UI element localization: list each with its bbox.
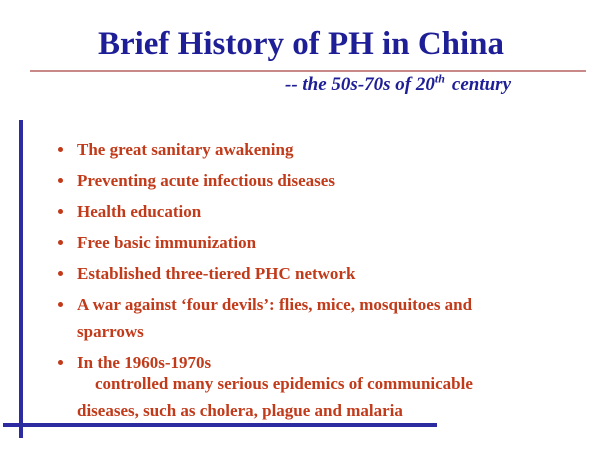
bullet-icon bbox=[55, 349, 77, 376]
bullet-text: Health education bbox=[77, 202, 202, 221]
list-item bbox=[55, 198, 555, 225]
bullet-icon bbox=[55, 291, 77, 345]
bullet-text: Preventing acute infectious diseases bbox=[77, 171, 335, 190]
bullet-icon bbox=[55, 198, 77, 225]
subtitle-text: -- the 50s-70s of 20 bbox=[285, 74, 435, 95]
bullet-icon bbox=[55, 136, 77, 163]
left-accent-bar bbox=[19, 120, 23, 438]
detail-line: controlled many serious epidemics of communicable bbox=[95, 374, 473, 393]
list-item bbox=[55, 260, 555, 287]
bullet-icon bbox=[55, 260, 77, 287]
list-item bbox=[55, 136, 555, 163]
subtitle-text-end: century bbox=[451, 74, 512, 95]
list-item bbox=[55, 167, 555, 194]
detail-line: diseases, such as cholera, plague and malaria bbox=[77, 401, 403, 420]
slide-subtitle bbox=[285, 71, 512, 96]
bullet-text: In the 1960s-1970s bbox=[77, 353, 212, 372]
bullet-text: Established three-tiered PHC network bbox=[77, 264, 356, 283]
bullet-icon bbox=[55, 167, 77, 194]
bullet-text: Free basic immunization bbox=[77, 233, 257, 252]
list-item bbox=[55, 229, 555, 256]
bullet-text: The great sanitary awakening bbox=[77, 140, 294, 159]
subtitle-superscript: th bbox=[434, 71, 445, 86]
bullet-icon bbox=[55, 229, 77, 256]
detail-paragraph bbox=[77, 370, 557, 424]
slide-title: Brief History of PH in China bbox=[97, 26, 505, 62]
list-item bbox=[55, 291, 555, 345]
bullet-list bbox=[55, 136, 555, 380]
title-underline bbox=[30, 70, 586, 72]
bullet-text: A war against ‘four devils’: flies, mice, mosquitoes and sparrows bbox=[77, 295, 473, 341]
